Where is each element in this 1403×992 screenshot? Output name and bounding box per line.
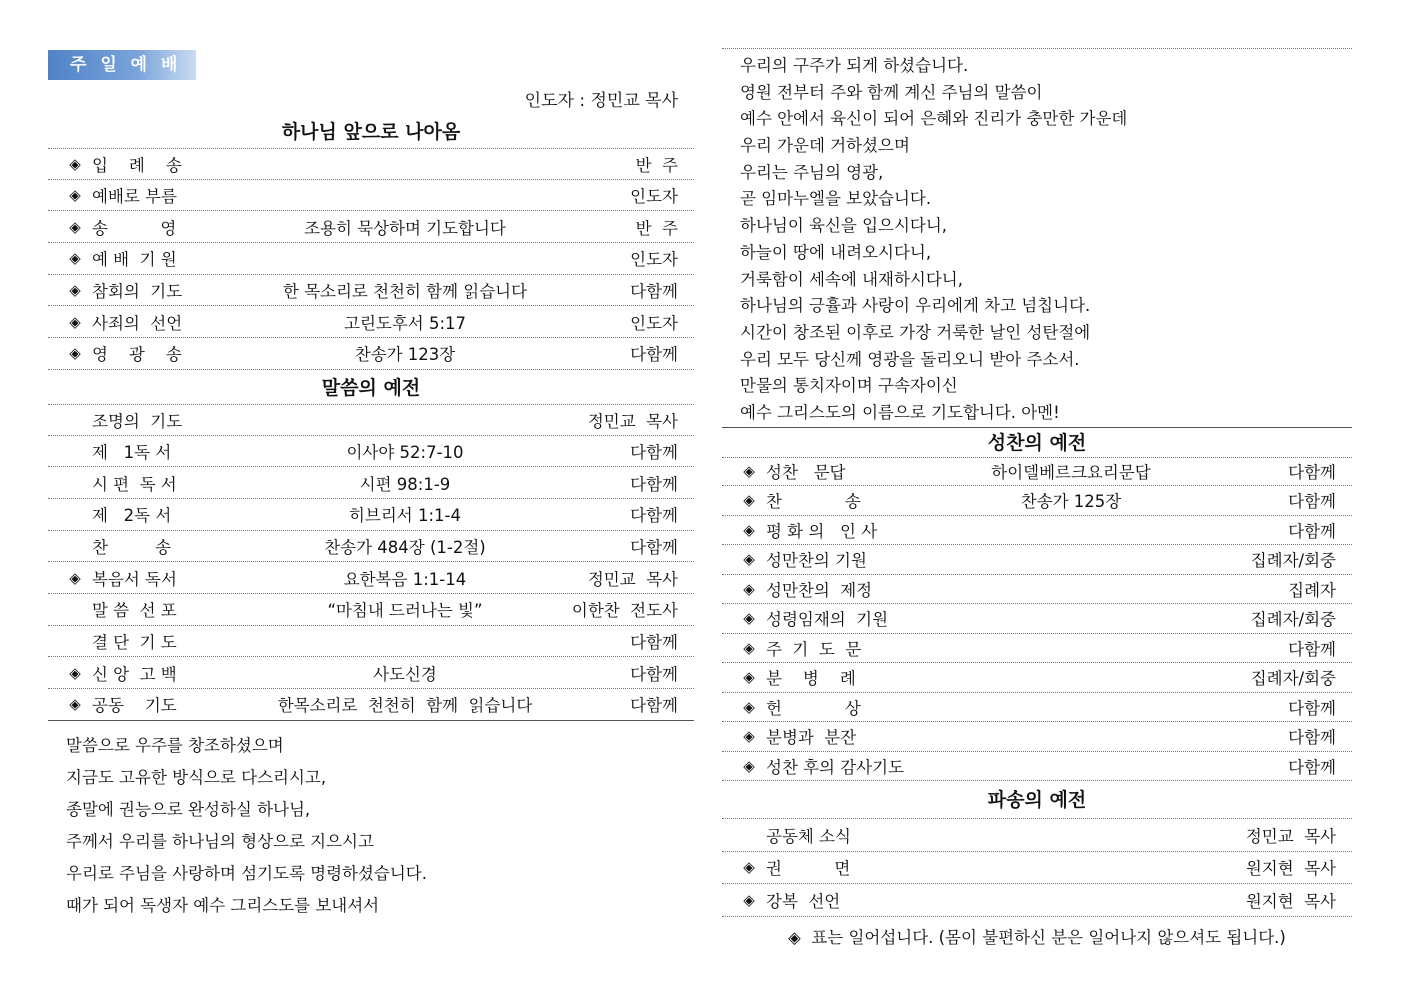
sending-rows: [722, 819, 1352, 917]
order-row: [722, 486, 1352, 516]
row-person: 집례자: [1288, 580, 1336, 600]
standing-mark-icon: ◈: [743, 609, 755, 628]
standing-mark-icon: ◈: [743, 520, 755, 539]
row-content: 히브리서 1:1-4: [348, 506, 461, 526]
prayer-line: 말씀으로 우주를 창조하셨으며: [66, 736, 284, 755]
standing-mark-icon: ◈: [69, 663, 81, 682]
row-content: 찬송가 125장: [1020, 492, 1122, 512]
section-title-communion: 성찬의 예전: [722, 427, 1352, 457]
standing-mark-icon: ◈: [743, 890, 755, 909]
row-label: 공동체 소식: [766, 826, 851, 846]
order-row: [722, 457, 1352, 487]
standing-mark-icon: ◈: [743, 462, 755, 481]
row-label: 말 씀 선 포: [92, 601, 177, 621]
prayer-line: 우리 가운데 거하셨으며: [740, 136, 910, 156]
order-row: [48, 531, 694, 563]
row-label: 성령임재의 기원: [766, 610, 889, 630]
row-person: 다함께: [630, 474, 678, 494]
prayer-line: 하늘이 땅에 내려오시다니,: [740, 242, 932, 262]
order-row: [722, 884, 1352, 917]
row-person: 인도자: [630, 313, 678, 333]
row-person: 다함께: [1288, 728, 1336, 748]
row-person: 정민교 목사: [1245, 826, 1336, 846]
prayer-line: 우리는 주님의 영광,: [740, 162, 884, 182]
row-label: 평 화 의 인 사: [766, 521, 878, 541]
order-row: [48, 148, 694, 180]
row-content: “마침내 드러나는 빛”: [327, 601, 483, 621]
row-label: 분병과 분잔: [766, 728, 857, 748]
row-label: 시 편 독 서: [92, 474, 177, 494]
standing-mark-icon: ◈: [743, 858, 755, 877]
row-person: 집례자/회중: [1250, 610, 1336, 630]
row-label: 헌 상: [766, 698, 861, 718]
row-label: 강복 선언: [766, 891, 841, 911]
order-row: [48, 467, 694, 499]
order-row: [722, 545, 1352, 575]
standing-mark-icon: ◈: [69, 186, 81, 205]
row-label: 참회의 기도: [92, 282, 183, 302]
prayer-line: 예수 그리스도의 이름으로 기도합니다. 아멘!: [740, 402, 1060, 422]
prayer-line: 하나님의 긍휼과 사랑이 우리에게 차고 넘칩니다.: [740, 296, 1091, 316]
order-row: [48, 338, 694, 370]
standing-mark-icon: ◈: [743, 668, 755, 687]
row-content: 조용히 묵상하며 기도합니다: [304, 218, 506, 238]
row-label: 입 례 송: [92, 155, 182, 175]
standing-mark-icon: ◈: [69, 344, 81, 363]
row-label: 사죄의 선언: [92, 313, 183, 333]
row-person: 정민교 목사: [587, 411, 678, 431]
row-label: 주 기 도 문: [766, 639, 862, 659]
row-person: 다함께: [1288, 521, 1336, 541]
row-person: 다함께: [630, 664, 678, 684]
right-column: [722, 48, 1352, 953]
row-content: 요한복음 1:1-14: [343, 569, 467, 589]
row-person: 인도자: [630, 250, 678, 270]
order-row: [48, 562, 694, 594]
row-person: 반 주: [635, 218, 678, 238]
prayer-line: 영원 전부터 주와 함께 계신 주님의 말씀이: [740, 82, 1043, 102]
row-person: 집례자/회중: [1250, 669, 1336, 689]
row-person: 다함께: [630, 632, 678, 652]
row-content: 찬송가 123장: [354, 345, 456, 365]
standing-mark-icon: ◈: [69, 312, 81, 331]
row-person: 원지현 목사: [1245, 859, 1336, 879]
row-person: 다함께: [1288, 639, 1336, 659]
prayer-line: 지금도 고유한 방식으로 다스리시고,: [66, 768, 327, 787]
order-row: [48, 275, 694, 307]
prayer-line: 곧 임마누엘을 보았습니다.: [740, 189, 932, 209]
row-label: 제 1독 서: [92, 442, 172, 462]
standing-footnote: ◈ 표는 일어섭니다. (몸이 불편하신 분은 일어나지 않으셔도 됩니다.): [788, 927, 1286, 947]
row-label: 권 면: [766, 859, 851, 879]
order-row: [722, 575, 1352, 605]
row-person: 이한찬 전도사: [571, 601, 678, 621]
prayer-text-right: [722, 48, 1352, 427]
prayer-line: 주께서 우리를 하나님의 형상으로 지으시고: [66, 832, 374, 851]
standing-mark-icon: ◈: [69, 568, 81, 587]
row-label: 영 광 송: [92, 345, 182, 365]
order-row: [722, 634, 1352, 664]
row-label: 성만찬의 기원: [766, 551, 867, 571]
row-person: 다함께: [1288, 492, 1336, 512]
order-row: [48, 211, 694, 243]
row-label: 예배로 부름: [92, 187, 177, 207]
row-label: 공동 기도: [92, 696, 177, 716]
order-row: [48, 657, 694, 689]
standing-mark-icon: ◈: [69, 695, 81, 714]
row-person: 정민교 목사: [587, 569, 678, 589]
section-title-approach: 하나님 앞으로 나아옴: [281, 121, 461, 143]
prayer-line: 예수 안에서 육신이 되어 은혜와 진리가 충만한 가운데: [740, 109, 1128, 129]
prayer-line: 우리로 주님을 사랑하며 섬기도록 명령하셨습니다.: [66, 864, 427, 883]
row-person: 다함께: [630, 282, 678, 302]
standing-mark-icon: ◈: [743, 579, 755, 598]
row-person: 다함께: [1288, 698, 1336, 718]
standing-mark-icon: ◈: [69, 154, 81, 173]
standing-mark-icon: ◈: [69, 217, 81, 236]
standing-mark-icon: ◈: [743, 756, 755, 775]
left-order: [48, 116, 694, 721]
approach-rows: [48, 148, 694, 370]
order-row: [722, 852, 1352, 885]
row-person: 다함께: [630, 506, 678, 526]
order-row: [48, 436, 694, 468]
row-person: 반 주: [635, 155, 678, 175]
row-person: 다함께: [630, 537, 678, 557]
order-row: [48, 243, 694, 275]
section-title-word: 말씀의 예전: [321, 376, 421, 399]
standing-mark-icon: ◈: [743, 491, 755, 510]
standing-mark-icon: ◈: [743, 727, 755, 746]
row-label: 복음서 독서: [92, 569, 177, 589]
prayer-line: 때가 되어 독생자 예수 그리스도를 보내셔서: [66, 896, 380, 915]
section-title-sending: 파송의 예전: [722, 781, 1352, 819]
row-content: 하이델베르크요리문답: [991, 463, 1151, 483]
order-row: [48, 404, 694, 436]
row-label: 분 병 례: [766, 669, 856, 689]
prayer-line: 종말에 권능으로 완성하실 하나님,: [66, 800, 311, 819]
row-person: 다함께: [630, 696, 678, 716]
row-content: 사도신경: [373, 664, 437, 684]
standing-mark-icon: ◈: [743, 638, 755, 657]
prayer-text-left: [66, 730, 686, 922]
row-label: 제 2독 서: [92, 506, 172, 526]
order-row: [48, 594, 694, 626]
leader-line: 인도자 : 정민교 목사: [524, 91, 678, 111]
row-person: 다함께: [1288, 757, 1336, 777]
row-label: 찬 송: [766, 492, 861, 512]
order-row: [722, 752, 1352, 782]
standing-mark-icon: ◈: [69, 249, 81, 268]
prayer-line: 하나님이 육신을 입으시다니,: [740, 216, 948, 236]
order-row: [48, 689, 694, 721]
order-row: [722, 604, 1352, 634]
standing-mark-icon: ◈: [69, 281, 81, 300]
prayer-line: 거룩함이 세속에 내재하시다니,: [740, 269, 963, 289]
prayer-line: 우리 모두 당신께 영광을 돌리오니 받아 주소서.: [740, 349, 1080, 369]
word-rows: [48, 404, 694, 721]
prayer-line: 만물의 통치자이며 구속자이신: [740, 376, 958, 396]
order-row: [722, 693, 1352, 723]
row-label: 성찬 문답: [766, 463, 846, 483]
order-row: [48, 180, 694, 212]
row-person: 다함께: [630, 442, 678, 462]
order-row: [722, 516, 1352, 546]
row-label: 성만찬의 제정: [766, 580, 873, 600]
standing-mark-icon: ◈: [743, 697, 755, 716]
row-label: 송 영: [92, 218, 177, 238]
order-row: [48, 306, 694, 338]
section-tag: 주 일 예 배: [48, 50, 196, 80]
row-person: 다함께: [1288, 463, 1336, 483]
row-person: 집례자/회중: [1250, 551, 1336, 571]
row-content: 시편 98:1-9: [359, 474, 451, 494]
row-label: 신 앙 고 백: [92, 664, 177, 684]
row-person: 인도자: [630, 187, 678, 207]
row-content: 한목소리로 천천히 함께 읽습니다: [277, 696, 533, 716]
order-row: [48, 626, 694, 658]
prayer-line: 시간이 창조된 이후로 가장 거룩한 날인 성탄절에: [740, 322, 1091, 342]
communion-rows: [722, 457, 1352, 782]
row-label: 예 배 기 원: [92, 250, 177, 270]
standing-mark-icon: ◈: [743, 550, 755, 569]
row-label: 찬 송: [92, 537, 172, 557]
order-row: [48, 499, 694, 531]
row-label: 성찬 후의 감사기도: [766, 757, 905, 777]
row-content: 이사야 52:7-10: [346, 442, 464, 462]
order-row: [722, 722, 1352, 752]
order-row: [722, 663, 1352, 693]
prayer-line: 우리의 구주가 되게 하셨습니다.: [740, 56, 969, 75]
row-content: 한 목소리로 천천히 함께 읽습니다: [282, 282, 528, 302]
row-content: 고린도후서 5:17: [344, 313, 466, 333]
row-person: 다함께: [630, 345, 678, 365]
row-content: 찬송가 484장 (1-2절): [324, 537, 486, 557]
row-person: 원지현 목사: [1245, 891, 1336, 911]
order-row: [722, 819, 1352, 852]
row-label: 결 단 기 도: [92, 632, 177, 652]
row-label: 조명의 기도: [92, 411, 183, 431]
